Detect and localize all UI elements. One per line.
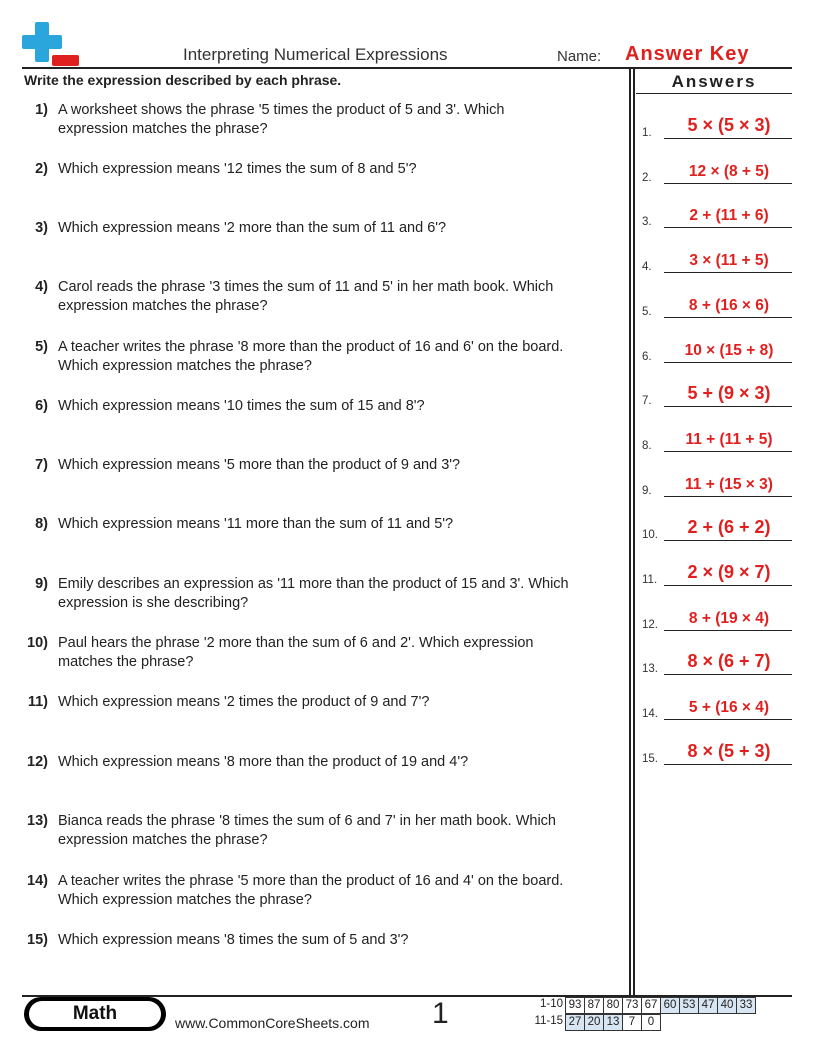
answer-key-label: Answer Key [625,43,750,65]
answer-item [642,292,792,318]
worksheet-title: Interpreting Numerical Expressions [183,45,448,64]
question-text-line: Which expression means '8 times the sum of 5 and 3'? [58,932,409,948]
answer-number: 8. [642,439,652,452]
question-number: 5) [35,339,48,355]
answer-item [642,247,792,273]
answer-line [664,406,792,407]
question-text-line: Which expression means '10 times the sum of 15 and 8'? [58,398,425,414]
question-number: 7) [35,457,48,473]
column-divider-right [633,68,635,996]
question-text-line: Carol reads the phrase '3 times the sum of 11 and 5' in her math book. Which [58,279,554,295]
answer-item [642,471,792,497]
question-text [58,812,625,850]
answer-item [642,515,792,541]
question-text [58,338,625,376]
site-url: www.CommonCoreSheets.com [175,1015,370,1031]
score-cell: 73 [622,997,642,1014]
header-divider [22,67,792,69]
question-text [58,160,625,179]
question-text-line: Which expression matches the phrase? [58,358,312,374]
answer-line [664,630,792,631]
answer-line [664,719,792,720]
answer-item [642,649,792,675]
answer-line [664,183,792,184]
answer-item [642,381,792,407]
answer-value: 11 + (11 + 5) [685,430,773,448]
answer-value: 12 × (8 + 5) [688,162,770,180]
score-cell: 20 [584,1014,604,1031]
score-cell: 13 [603,1014,623,1031]
question-text-line: Which expression means '12 times the sum of 8 and 5'? [58,161,417,177]
answer-number: 9. [642,484,652,497]
score-cell: 53 [679,997,699,1014]
answer-line [664,362,792,363]
answer-value: 5 × (5 × 3) [687,115,771,135]
answer-number: 2. [642,171,652,184]
answer-line [664,138,792,139]
score-cells [566,1014,661,1031]
answer-number: 3. [642,216,652,229]
question-text-line: A teacher writes the phrase '5 more than the product of 16 and 4' on the board. [58,873,564,889]
question-text [58,219,625,238]
answer-line [664,496,792,497]
answer-line [664,317,792,318]
answer-value: 5 + (16 × 4) [688,699,770,717]
question-text-line: A teacher writes the phrase '8 more than the product of 16 and 6' on the board. [58,339,564,355]
question-text-line: matches the phrase? [58,654,194,670]
score-cell: 60 [660,997,680,1014]
subject-label: Math [29,1001,161,1027]
subject-badge [24,997,166,1031]
answer-item [642,694,792,720]
answer-item [642,739,792,765]
score-cell: 93 [565,997,585,1014]
score-range-label: 1-10 [539,998,563,1010]
plus-minus-logo-icon [22,22,80,68]
answer-value: 11 + (15 × 3) [685,475,773,493]
answer-line [664,227,792,228]
question-number: 1) [35,102,48,118]
question-text-line: Which expression means '2 times the product of 9 and 7'? [58,694,430,710]
question-number: 11) [27,694,48,710]
answer-number: 7. [642,395,652,408]
question-number: 4) [35,279,48,295]
question-number: 9) [35,576,48,592]
question-text-line: expression matches the phrase? [58,298,268,314]
answer-number: 13. [642,663,658,676]
answer-line [664,585,792,586]
question-text-line: Emily describes an expression as '11 more than the product of 15 and 3'. Which [58,576,569,592]
answer-number: 4. [642,261,652,274]
page-number: 1 [432,997,449,1030]
answer-value: 8 + (16 × 6) [688,296,770,314]
score-cell: 33 [736,997,756,1014]
question-text [58,101,625,139]
answer-number: 1. [642,127,652,139]
question-number: 6) [35,398,48,414]
answer-line [664,674,792,675]
answer-number: 10. [642,529,658,542]
answer-value: 2 × (9 × 7) [687,562,771,582]
question-number: 2) [35,161,48,177]
answer-value: 8 × (6 + 7) [687,651,771,672]
question-text [58,515,625,534]
question-number: 3) [35,220,48,236]
answer-value: 8 × (5 + 3) [687,740,771,761]
column-divider-left [629,68,631,996]
question-number: 8) [35,516,48,532]
question-text-line: expression is she describing? [58,595,249,611]
question-text-line: Which expression means '8 more than the product of 19 and 4'? [58,754,469,770]
question-text [58,634,625,672]
question-text [58,278,625,316]
answer-number: 11. [642,574,658,586]
question-text-line: expression matches the phrase? [58,832,268,848]
question-text [58,575,625,613]
answer-number: 6. [642,350,652,363]
answer-value: 5 + (9 × 3) [687,383,771,404]
score-cell: 80 [603,997,623,1014]
answers-header: Answers [671,72,757,91]
answer-item [642,337,792,363]
score-cell: 67 [641,997,661,1014]
answer-item [642,560,792,586]
question-text-line: Which expression means '2 more than the sum of 11 and 6'? [58,220,447,236]
question-text [58,456,625,475]
answer-value: 8 + (19 × 4) [688,609,770,627]
score-cell: 27 [565,1014,585,1031]
question-text-line: A worksheet shows the phrase '5 times the product of 5 and 3'. Which [58,102,505,118]
answer-line [664,272,792,273]
answer-value: 2 + (6 + 2) [687,517,771,538]
score-cell: 40 [717,997,737,1014]
question-number: 10) [27,635,48,651]
question-text-line: Which expression means '11 more than the sum of 11 and 5'? [58,516,454,532]
question-text-line: Paul hears the phrase '2 more than the sum of 6 and 2'. Which expression [58,635,534,651]
answer-value: 10 × (15 + 8) [684,341,774,359]
answer-item [642,605,792,631]
instructions: Write the expression described by each phrase. [24,72,342,88]
answer-value: 2 + (11 + 6) [689,207,769,225]
score-cells [566,997,756,1014]
question-text [58,753,625,772]
question-text [58,931,625,950]
question-text-line: Which expression means '5 more than the product of 9 and 3'? [58,457,461,473]
answers-header-rule [636,93,792,94]
question-text-line: Bianca reads the phrase '8 times the sum of 6 and 7' in her math book. Which [58,813,556,829]
answer-number: 14. [642,708,658,721]
name-label: Name: [557,48,602,65]
score-cell: 0 [641,1014,661,1031]
question-text-line: Which expression matches the phrase? [58,892,312,908]
answer-line [664,451,792,452]
score-cell: 87 [584,997,604,1014]
question-number: 12) [27,754,48,770]
question-text [58,397,625,416]
question-number: 15) [27,932,48,948]
answer-number: 5. [642,305,652,318]
question-number: 14) [27,873,48,889]
answer-item [642,113,792,139]
answer-number: 15. [642,752,658,765]
score-cell: 7 [622,1014,642,1031]
question-text [58,872,625,910]
answer-value: 3 × (11 + 5) [689,252,769,270]
score-cell: 47 [698,997,718,1014]
score-range-label: 11-15 [534,1015,563,1027]
answer-number: 12. [642,618,658,631]
answer-item [642,426,792,452]
answer-item [642,202,792,228]
answer-line [664,540,792,541]
question-text [58,693,625,712]
question-text-line: expression matches the phrase? [58,121,268,137]
question-number: 13) [27,813,48,829]
answer-item [642,158,792,184]
answer-line [664,764,792,765]
